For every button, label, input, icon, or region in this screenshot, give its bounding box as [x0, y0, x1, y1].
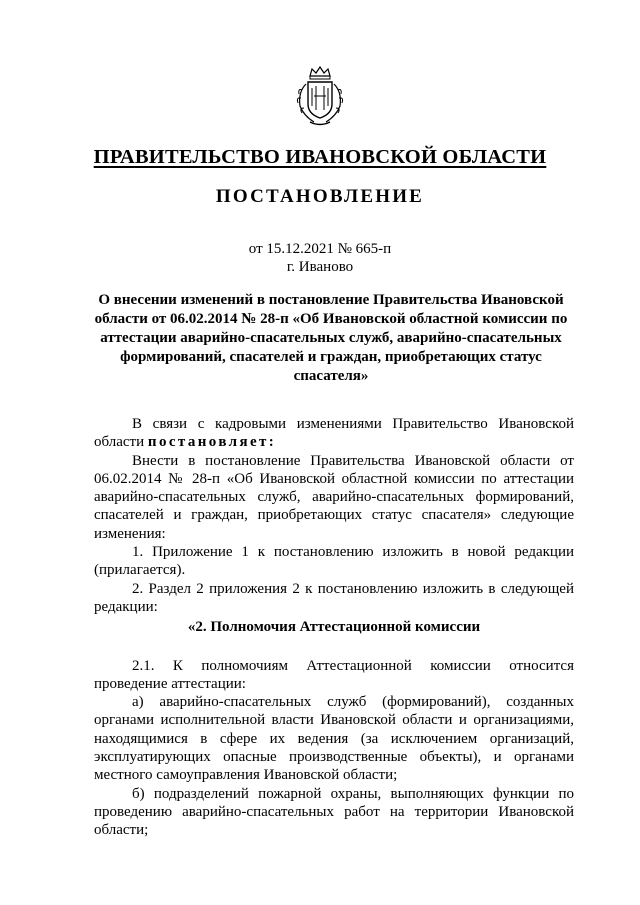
- document-heading: О внесении изменений в постановление Правительства Ивановской области от 06.02.2014 № 28-п «Об Ивановской областной комиссии по аттестации аварийно-спасательных служб, аварийно-спасательных формирований, спасателей и граждан, приобретающих статус спасателя»: [94, 292, 568, 384]
- document-type: ПОСТАНОВЛЕНИЕ: [215, 186, 425, 207]
- ivanovo-coat-of-arms-icon: [296, 66, 344, 128]
- paragraph-item-1: 1. Приложение 1 к постановлению изложить в новой редакции (прилагается).: [94, 544, 574, 579]
- date-number: от 15.12.2021 № 665-п: [248, 241, 392, 257]
- section-title: «2. Полномочия Аттестационной комиссии: [187, 619, 481, 636]
- resolves-word: постановляет:: [147, 434, 277, 451]
- preamble-text: В связи с кадровыми изменениями Правительство Ивановской области: [94, 416, 574, 451]
- spacer: [94, 637, 574, 657]
- paragraph-preamble: [94, 415, 574, 452]
- document-body: [94, 415, 574, 840]
- paragraph-a: а) аварийно-спасательных служб (формирований), созданных органами исполнительной власти Ивановской области и организациями, находящимися в сфере их ведения (за исключением организаций, эксплуатирующих опасные производственные объекты), и органами местного самоуправления Ивановской области;: [94, 694, 574, 784]
- date-and-place: [0, 240, 640, 276]
- government-title: ПРАВИТЕЛЬСТВО ИВАНОВСКОЙ ОБЛАСТИ: [93, 146, 547, 168]
- paragraph-item-2: 2. Раздел 2 приложения 2 к постановлению изложить в следующей редакции:: [94, 580, 574, 615]
- paragraph-amend: Внести в постановление Правительства Ивановской области от 06.02.2014 № 28-п «Об Ивановской областной комиссии по аттестации аварийно-спасательных служб, аварийно-спасательных формирований, спасателей и граждан, приобретающих статус спасателя» следующие изменения:: [94, 452, 574, 542]
- city: г. Иваново: [286, 259, 354, 275]
- paragraph-2-1: 2.1. К полномочиям Аттестационной комиссии относится проведение аттестации:: [94, 657, 574, 692]
- paragraph-b: б) подразделений пожарной охраны, выполняющих функции по проведению аварийно-спасательных работ на территории Ивановской области;: [94, 785, 574, 839]
